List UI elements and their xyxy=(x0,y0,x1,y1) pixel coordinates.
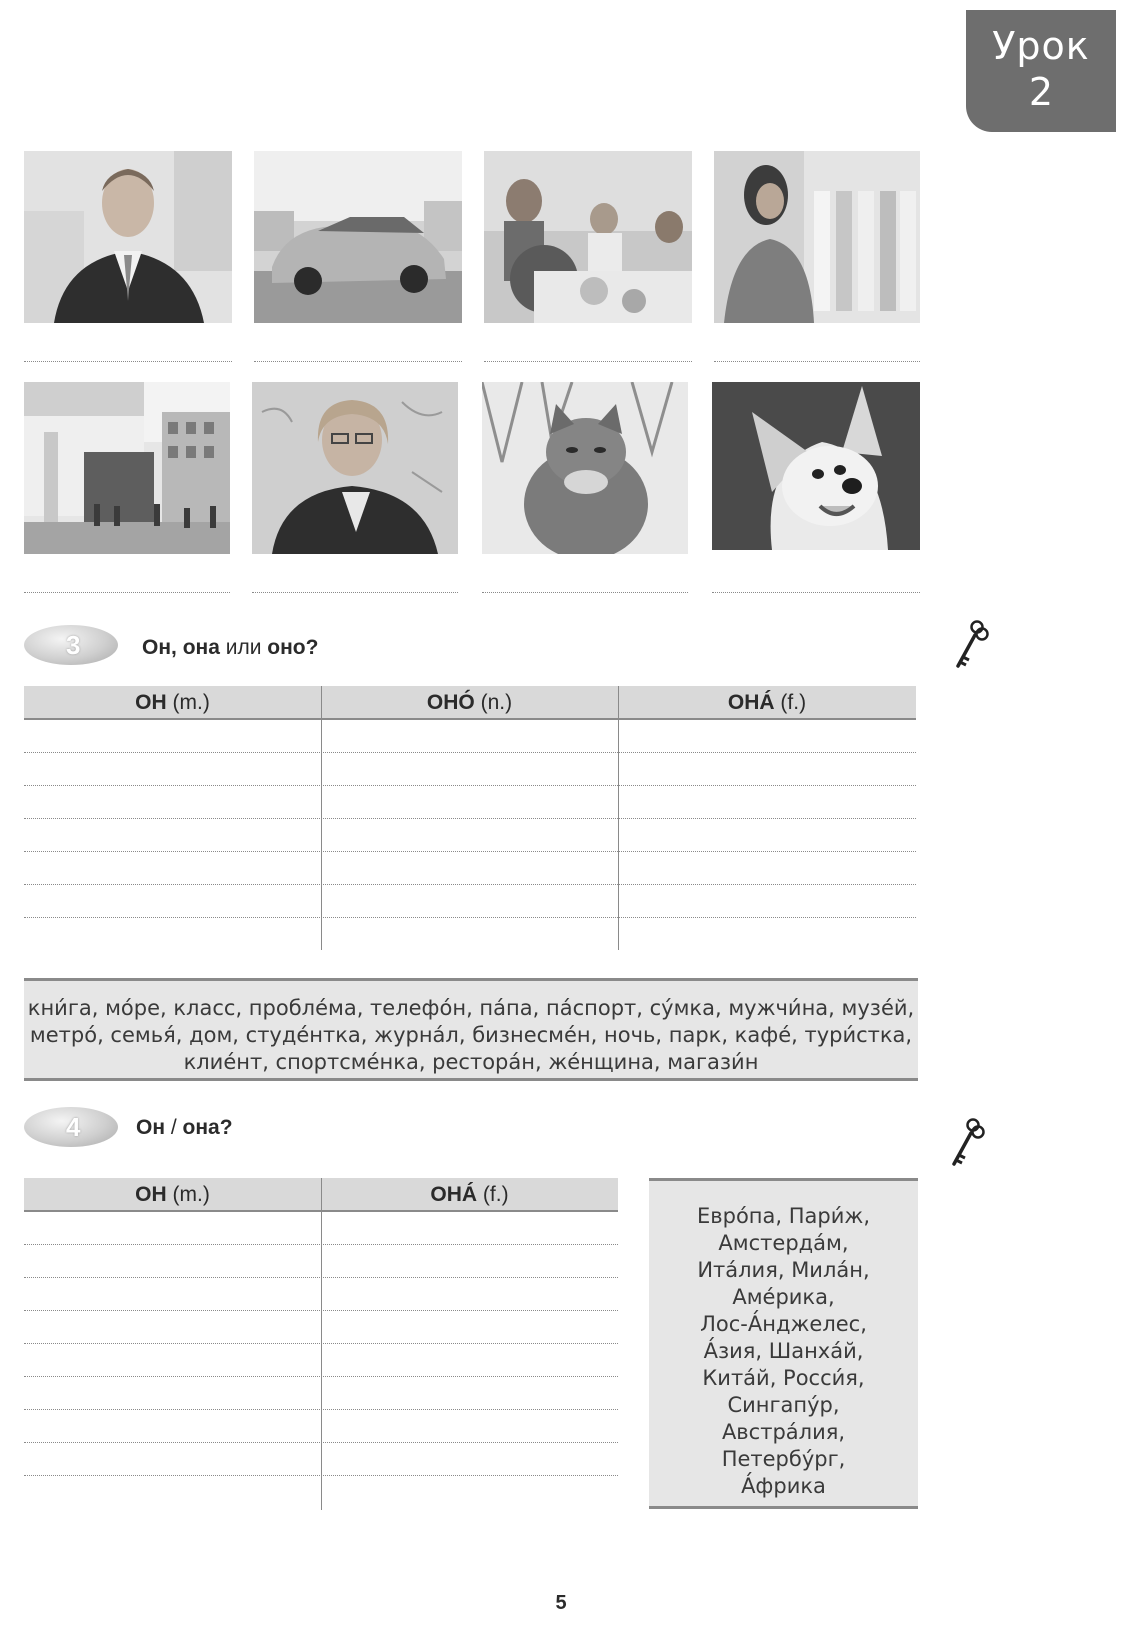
exercise-3-title-part: Он, она xyxy=(142,636,220,659)
answer-line[interactable] xyxy=(484,361,692,362)
exercise-3-title xyxy=(142,636,318,660)
word-bank-line: метро́, семья́, дом, студе́нтка, журна́л, бизнесме́н, ночь, парк, кафе́, тури́стка, xyxy=(29,1023,913,1047)
word-bank-line: А́зия, Шанха́й, xyxy=(703,1339,864,1363)
header-feminine xyxy=(321,1178,618,1210)
table-row-line[interactable] xyxy=(24,1310,618,1311)
word-bank-line: Австра́лия, xyxy=(721,1420,846,1444)
header-label: ОНÁ xyxy=(727,691,775,714)
dog-photo xyxy=(712,382,920,550)
answer-line[interactable] xyxy=(254,361,462,362)
car-photo xyxy=(254,151,462,323)
header-label: ОНÓ xyxy=(426,691,475,714)
answer-line[interactable] xyxy=(252,592,458,593)
exercise-3-badge: 3 xyxy=(24,625,118,665)
table-row-line[interactable] xyxy=(24,1277,618,1278)
answer-line[interactable] xyxy=(714,361,920,362)
table-row-line[interactable] xyxy=(24,752,916,753)
word-bank-line: Ита́лия, Мила́н, xyxy=(697,1258,870,1282)
table-row-line[interactable] xyxy=(24,917,916,918)
table-row-line[interactable] xyxy=(24,884,916,885)
word-bank-line: Кита́й, Росси́я, xyxy=(702,1366,865,1390)
word-bank-line: Евро́па, Пари́ж, xyxy=(696,1204,870,1228)
header-gender: (f.) xyxy=(774,691,807,714)
header-gender: (n.) xyxy=(474,691,513,714)
table-row-line[interactable] xyxy=(24,1343,618,1344)
exercise-4-table xyxy=(24,1178,618,1510)
word-bank-line: Амстерда́м, xyxy=(718,1231,849,1255)
answer-line[interactable] xyxy=(712,592,920,593)
header-label: ОН xyxy=(135,691,167,714)
key-icon xyxy=(950,618,990,674)
exercise-3-word-bank xyxy=(24,978,918,1081)
table-row-line[interactable] xyxy=(24,1376,618,1377)
page-number: 5 xyxy=(555,1592,567,1614)
word-bank-line: клие́нт, спортсме́нка, рестора́н, же́нщина, магази́н xyxy=(183,1050,759,1074)
lesson-tab xyxy=(966,10,1116,132)
header-gender: (m.) xyxy=(166,691,210,714)
table-row-line[interactable] xyxy=(24,785,916,786)
table-row-line[interactable] xyxy=(24,818,916,819)
header-gender: (f.) xyxy=(477,1183,509,1206)
word-bank-line: кни́га, мо́ре, класс, пробле́ма, телефо́н, па́па, па́спорт, су́мка, мужчи́на, музе́й, xyxy=(27,996,915,1020)
header-neuter xyxy=(321,686,618,718)
lesson-label: Урок xyxy=(992,24,1090,68)
table-header xyxy=(24,686,916,720)
header-label: ОНÁ xyxy=(430,1183,478,1206)
table-row-line[interactable] xyxy=(24,1475,618,1476)
word-bank-line: А́фрика xyxy=(741,1474,826,1498)
cat-photo xyxy=(482,382,688,554)
word-bank-line: Сингапу́р, xyxy=(727,1393,840,1417)
exercise-4-title xyxy=(136,1116,233,1140)
exercise-4-word-bank xyxy=(649,1178,918,1509)
exercise-4-title-part: она? xyxy=(182,1116,233,1139)
exercise-4-title-part: / xyxy=(165,1116,183,1139)
shopping-woman-photo xyxy=(714,151,920,323)
word-bank-line: Аме́рика, xyxy=(732,1285,835,1309)
table-row-line[interactable] xyxy=(24,1409,618,1410)
family-dinner-photo xyxy=(484,151,692,323)
header-masculine xyxy=(24,686,321,718)
businessman-photo xyxy=(24,151,232,323)
school-photo xyxy=(24,382,230,554)
table-row-line[interactable] xyxy=(24,1442,618,1443)
table-row-line[interactable] xyxy=(24,851,916,852)
exercise-3-table xyxy=(24,686,916,950)
answer-line[interactable] xyxy=(482,592,688,593)
teacher-photo xyxy=(252,382,458,554)
word-bank-line: Лос-А́нджелес, xyxy=(700,1312,867,1336)
exercise-4-title-part: Он xyxy=(136,1116,166,1139)
header-feminine xyxy=(618,686,916,718)
answer-line[interactable] xyxy=(24,592,230,593)
exercise-4-badge: 4 xyxy=(24,1107,118,1147)
header-gender: (m.) xyxy=(166,1183,210,1206)
exercise-3-title-part: или xyxy=(219,636,268,659)
header-label: ОН xyxy=(135,1183,167,1206)
column-divider xyxy=(321,1178,322,1510)
exercise-3-title-part: оно? xyxy=(267,636,319,659)
answer-line[interactable] xyxy=(24,361,232,362)
lesson-number: 2 xyxy=(1028,70,1054,114)
header-masculine xyxy=(24,1178,321,1210)
word-bank-line: Петербу́рг, xyxy=(721,1447,846,1471)
table-row-line[interactable] xyxy=(24,1244,618,1245)
key-icon xyxy=(946,1116,986,1172)
